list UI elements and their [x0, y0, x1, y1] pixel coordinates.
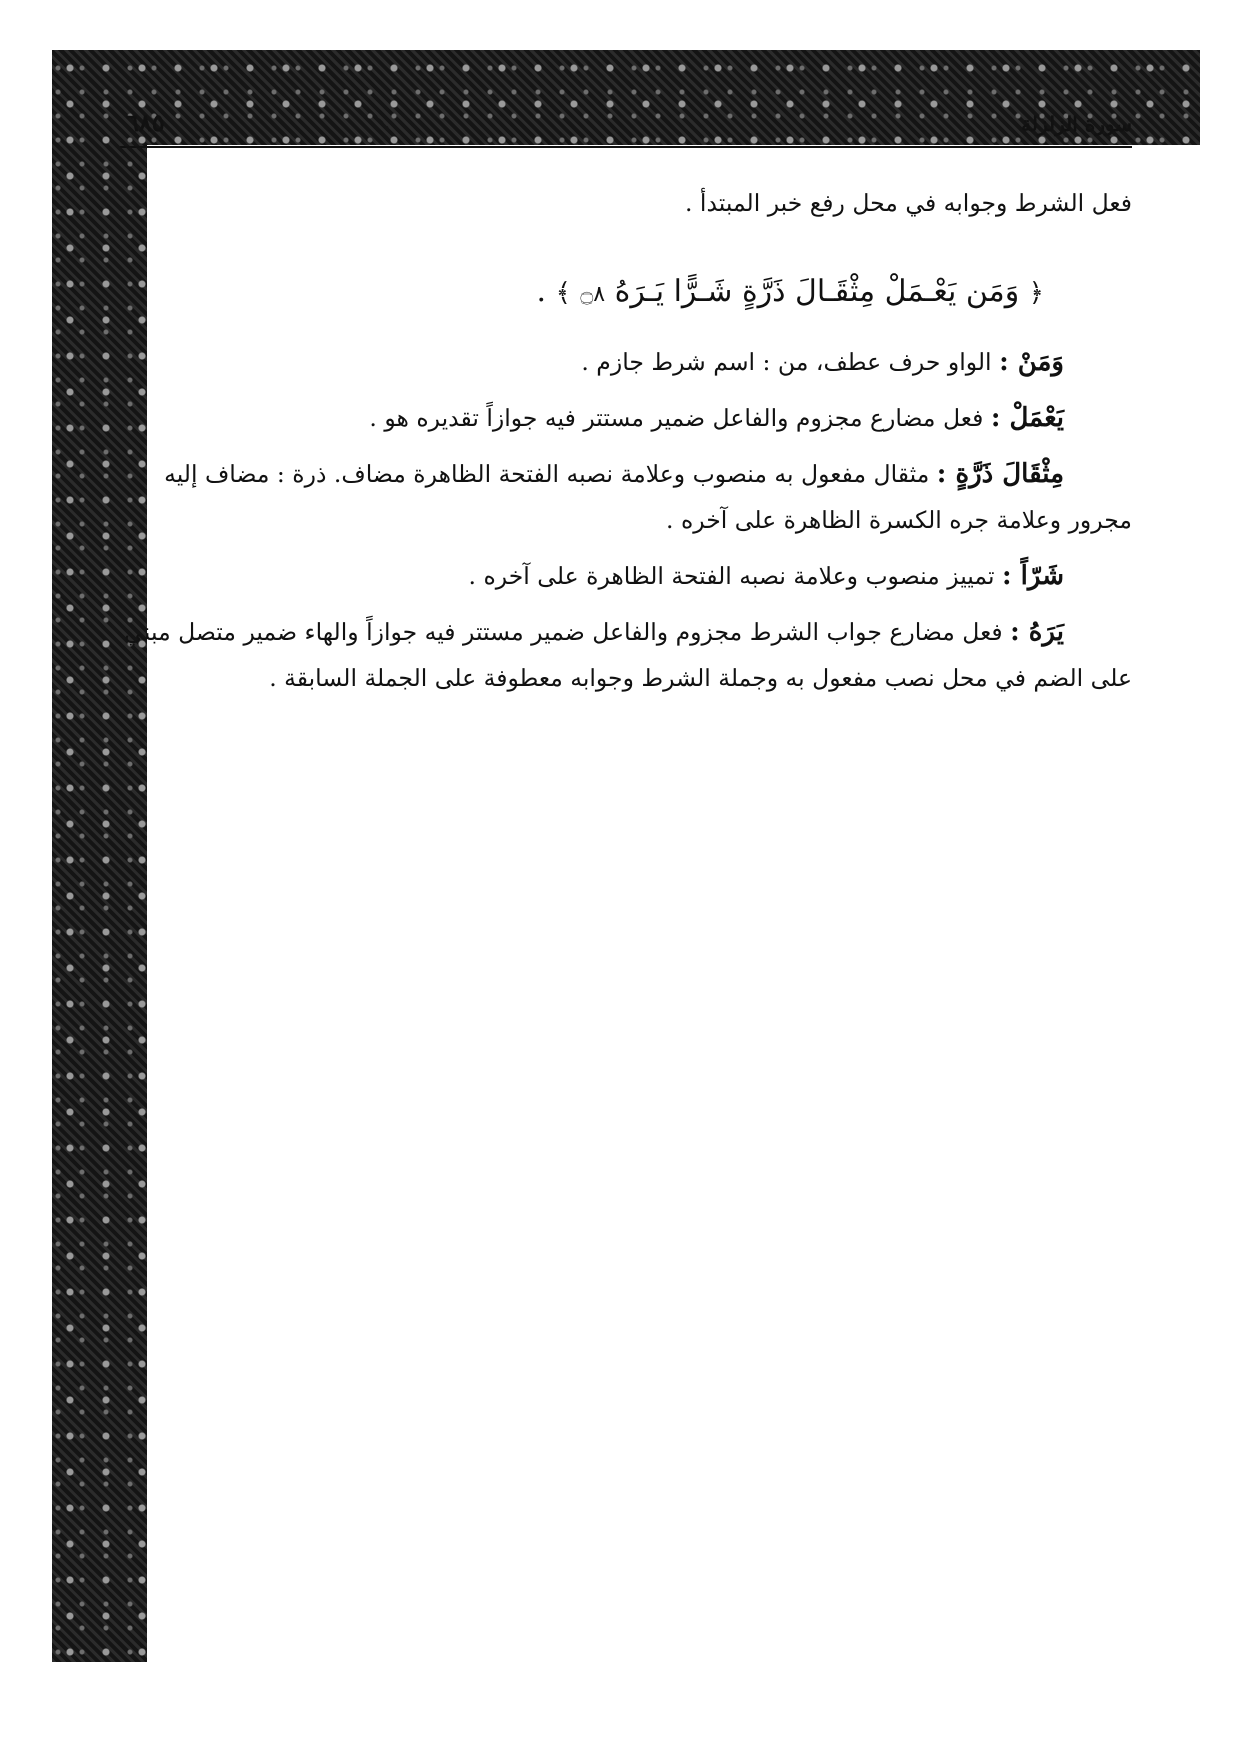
parsed-term: يَرَهُ :: [1010, 617, 1064, 647]
quran-verse: [122, 266, 1044, 321]
parsing-entry: [122, 553, 1132, 599]
verse-text: وَمَن يَعْـمَلْ مِثْقَـالَ ذَرَّةٍ شَـرًّا يَـرَهُ: [614, 274, 1020, 309]
parsed-term: وَمَنْ :: [999, 347, 1064, 377]
parsing-entry: [122, 339, 1132, 385]
parsing-text: تمييز منصوب وعلامة نصبه الفتحة الظاهرة على آخره .: [468, 562, 1002, 590]
parsed-term: مِثْقَالَ ذَرَّةٍ :: [936, 459, 1064, 489]
verse-end-mark: .: [536, 274, 547, 309]
verse-open-bracket: ﴿: [1028, 278, 1044, 308]
surah-title: سورة الزلزلة: [1021, 112, 1132, 136]
verse-close-bracket: ﴾: [555, 278, 571, 308]
parsing-text: فعل مضارع جواب الشرط مجزوم والفاعل ضمير مستتر فيه جوازاً والهاء ضمير متصل مبني على الضم في محل نصب مفعول به وجملة الشرط وجوابه معطوفة على الجملة السابقة .: [124, 618, 1132, 692]
parsing-text: فعل مضارع مجزوم والفاعل ضمير مستتر فيه جوازاً تقديره هو .: [369, 404, 991, 432]
parsing-entry: [122, 609, 1132, 701]
intro-line: فعل الشرط وجوابه في محل رفع خبر المبتدأ .: [684, 189, 1132, 217]
page-content: [122, 180, 1132, 711]
running-header: [120, 104, 1132, 148]
parsing-text: مثقال مفعول به منصوب وعلامة نصبه الفتحة الظاهرة مضاف. ذرة : مضاف إليه مجرور وعلامة جره الكسرة الظاهرة على آخره .: [164, 460, 1132, 534]
ayah-number-marker: ۝٨: [580, 282, 606, 307]
parsing-text: الواو حرف عطف، من : اسم شرط جازم .: [581, 348, 1000, 376]
parsed-term: يَعْمَلْ :: [990, 403, 1064, 433]
page-number: ٦٨٥: [126, 108, 165, 137]
parsing-entry: [122, 395, 1132, 441]
parsed-term: شَرّاً :: [1001, 561, 1064, 591]
parsing-entry: [122, 451, 1132, 543]
